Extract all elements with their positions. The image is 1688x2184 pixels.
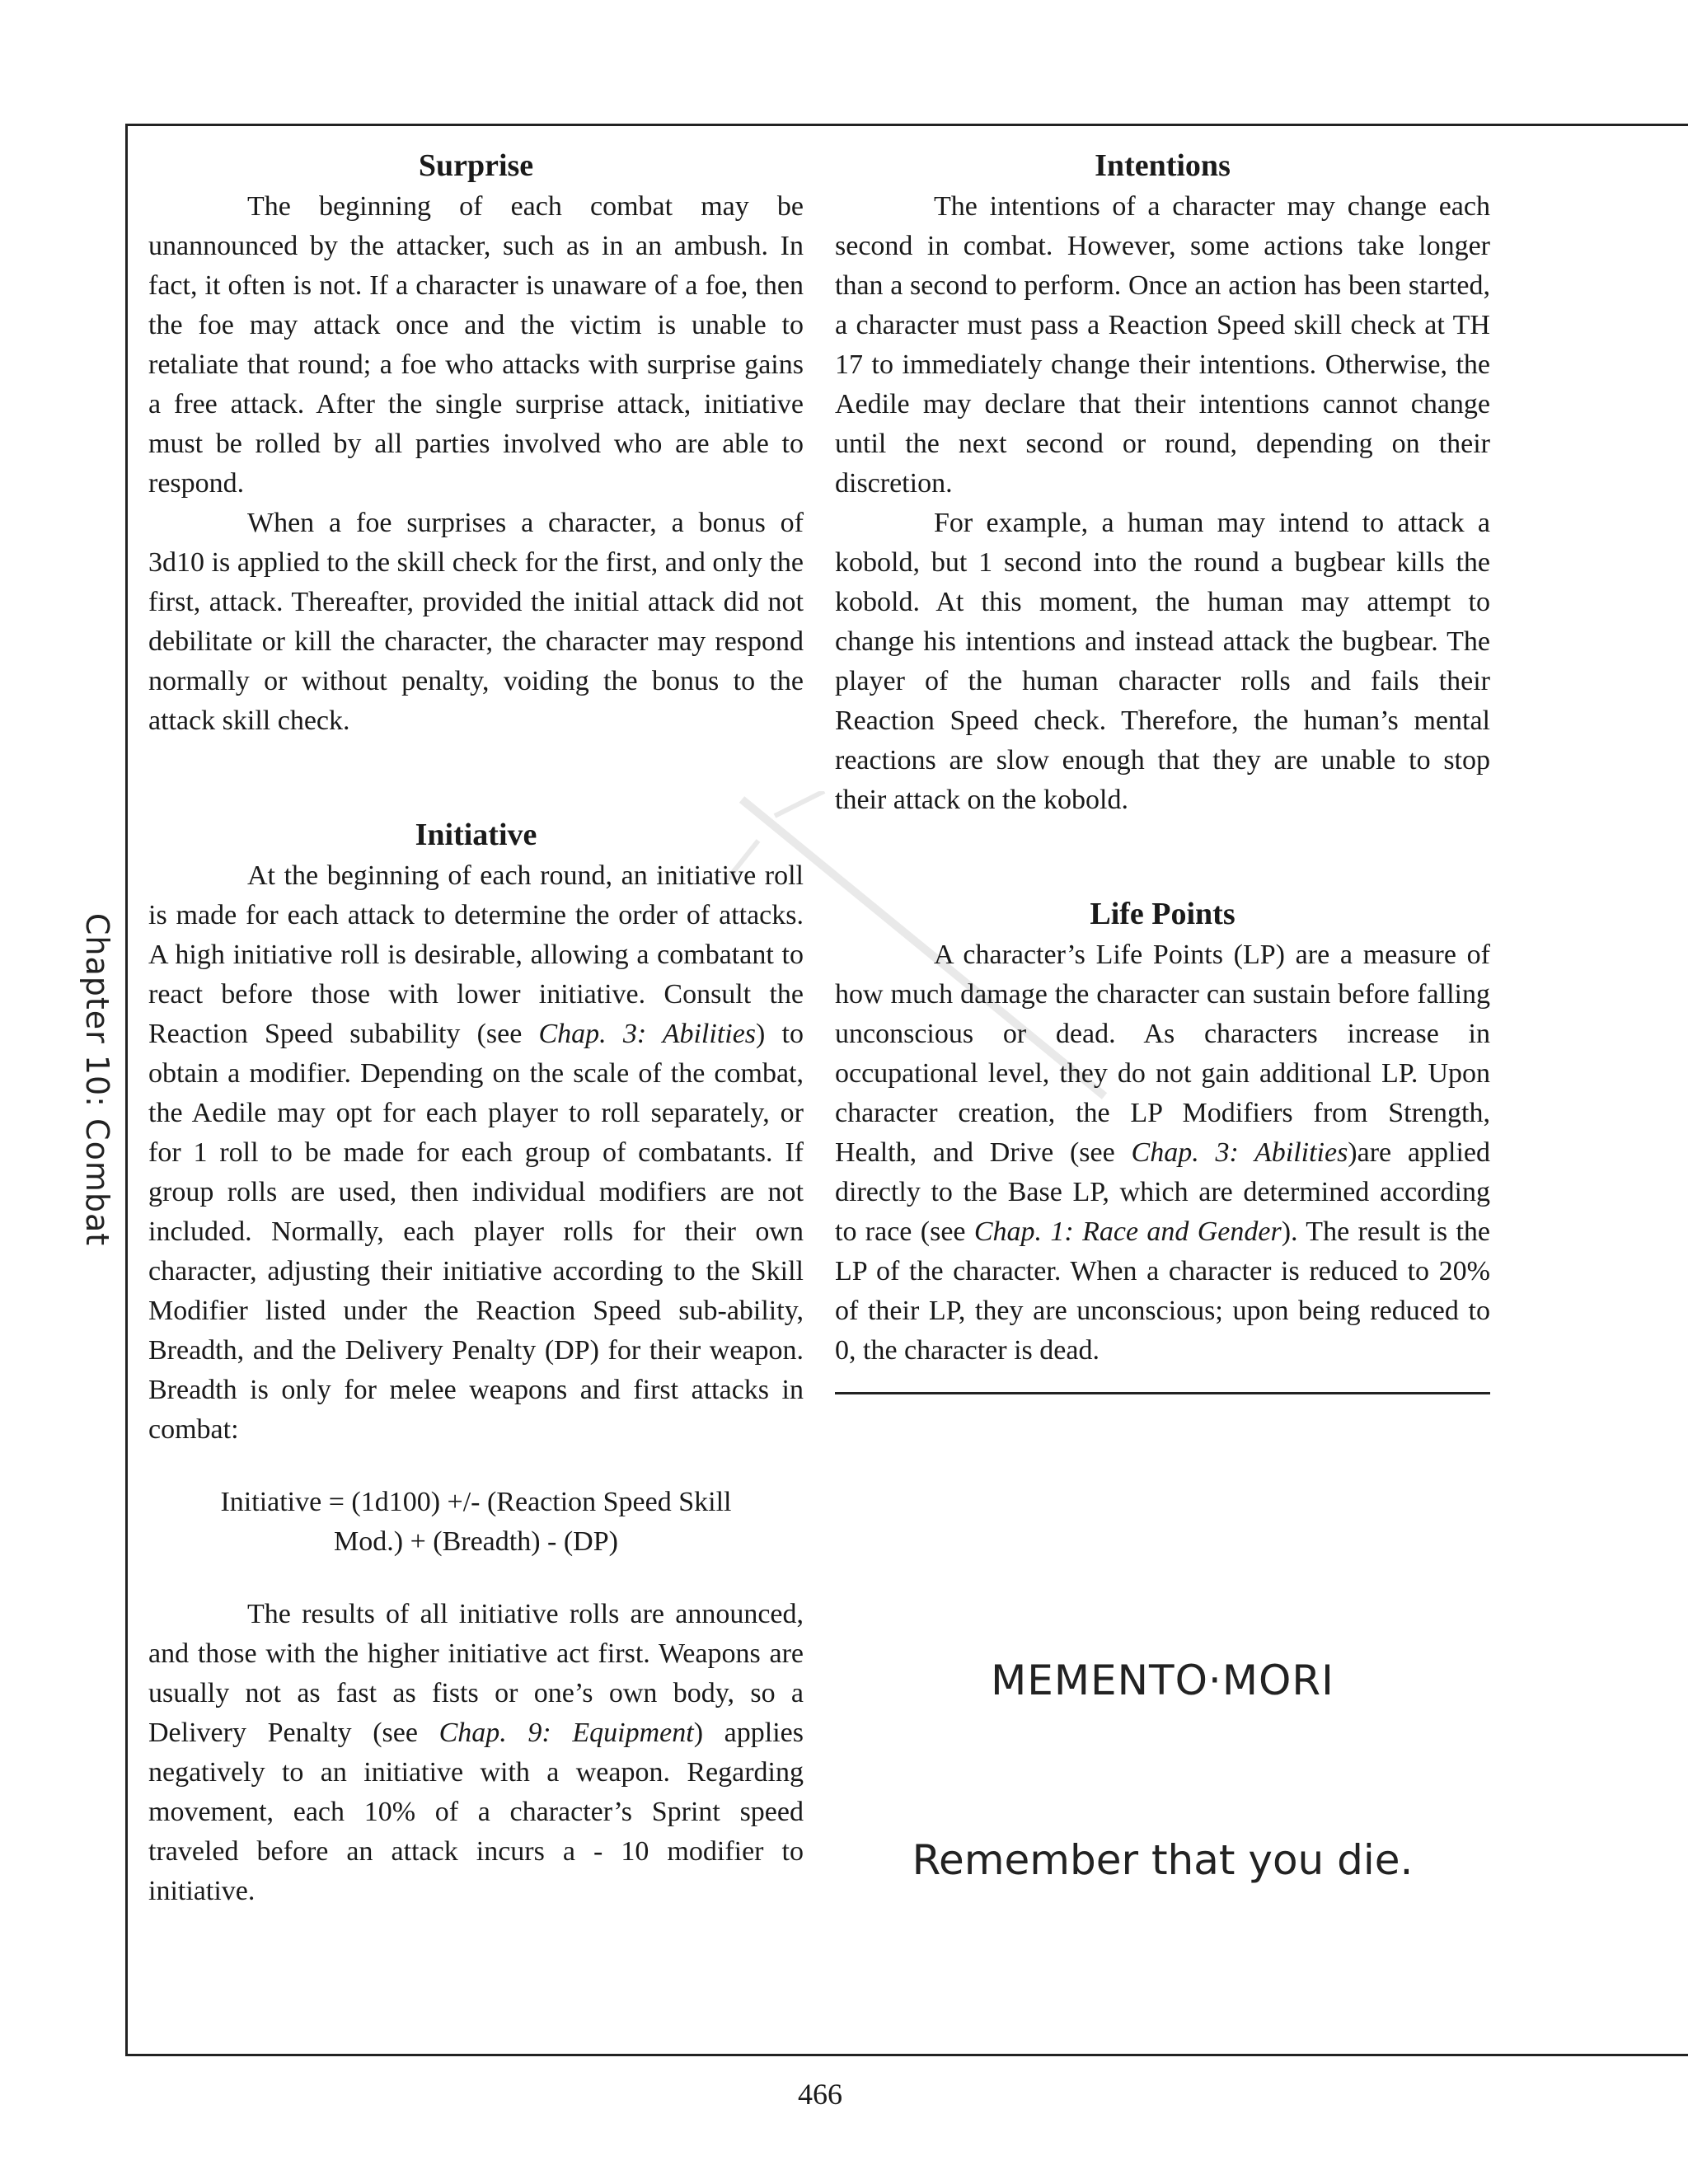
left-column xyxy=(148,144,804,1911)
initiative-formula-line-2: Mod.) + (Breadth) - (DP) xyxy=(334,1526,618,1557)
surprise-paragraph-2: When a foe surprises a character, a bonus of 3d10 is applied to the skill check for the first, and only the first, attack. Thereafter, provided the initial attack did not debilitate or kill the character, the character may respond normally or without penalty, voiding the bonus to the attack skill check. xyxy=(148,508,804,736)
surprise-heading: Surprise xyxy=(418,148,534,183)
life-points-heading: Life Points xyxy=(1090,897,1236,931)
page-number: 466 xyxy=(798,2078,842,2111)
initiative-formula-line-1: Initiative = (1d100) +/- (Reaction Speed Skill xyxy=(220,1487,732,1517)
initiative-paragraph-1: At the beginning of each round, an initiative roll is made for each attack to determine the order of attacks. A high initiative roll is desirable, allowing a combatant to react before those with lower initiative. Consult the Reaction Speed subability (see Chap. 3: Abilities) to obtain a modifier. Depending on the scale of the combat, the Aedile may opt for each player to roll separately, or for 1 roll to be made for each group of combatants. If group rolls are used, then individual modifiers are not included. Normally, each player rolls for their own character, adjusting their initiative according to the Skill Modifier listed under the Reaction Speed sub-ability, Breadth, and the Delivery Penalty (DP) for their weapon. Breadth is only for melee weapons and first attacks in combat: xyxy=(148,860,804,1445)
initiative-heading: Initiative xyxy=(415,818,537,852)
right-column xyxy=(835,144,1490,1394)
intentions-heading: Intentions xyxy=(1095,148,1231,183)
chapter-side-label: Chapter 10: Combat xyxy=(79,912,115,1247)
memento-mori-text: MEMENTO·MORI xyxy=(991,1657,1334,1704)
intentions-paragraph-1: The intentions of a character may change each second in combat. However, some actions take longer than a second to perform. Once an action has been started, a character must pass a Reaction Speed skill check at TH 17 to immediately change their intentions. Otherwise, the Aedile may declare that their intentions cannot change until the next second or round, depending on their discretion. xyxy=(835,191,1490,499)
surprise-paragraph-1: The beginning of each combat may be unannounced by the attacker, such as in an ambush. In fact, it often is not. If a character is unaware of a foe, then the foe may attack once and the victim is unable to retaliate that round; a foe who attacks with surprise gains a free attack. After the single surprise attack, initiative must be rolled by all parties involved who are able to respond. xyxy=(148,191,804,499)
life-points-paragraph: A character’s Life Points (LP) are a measure of how much damage the character can sustain before falling unconscious or dead. As characters increase in occupational level, they do not gain additional LP. Upon character creation, the LP Modifiers from Strength, Health, and Drive (see Chap. 3: Abilities)are applied directly to the Base LP, which are determined according to race (see Chap. 1: Race and Gender). The result is the LP of the character. When a character is reduced to 20% of their LP, they are unconscious; upon being reduced to 0, the character is dead. xyxy=(835,940,1490,1366)
intentions-paragraph-2: For example, a human may intend to attack a kobold, but 1 second into the round a bugbear kills the kobold. At this moment, the human may attempt to change his intentions and instead attack the bugbear. The player of the human character rolls and fails their Reaction Speed check. Therefore, the human’s mental reactions are slow enough that they are unable to stop their attack on the kobold. xyxy=(835,508,1490,815)
initiative-paragraph-2: The results of all initiative rolls are announced, and those with the higher initiative act first. Weapons are usually not as fast as fists or one’s own body, so a Delivery Penalty (see Chap. 9: Equipment) applies negatively to an initiative with a weapon. Regarding movement, each 10% of a character’s Sprint speed traveled before an attack incurs a - 10 modifier to initiative. xyxy=(148,1599,804,1906)
remember-that-you-die-text: Remember that you die. xyxy=(912,1836,1414,1884)
section-divider xyxy=(835,1392,1490,1394)
